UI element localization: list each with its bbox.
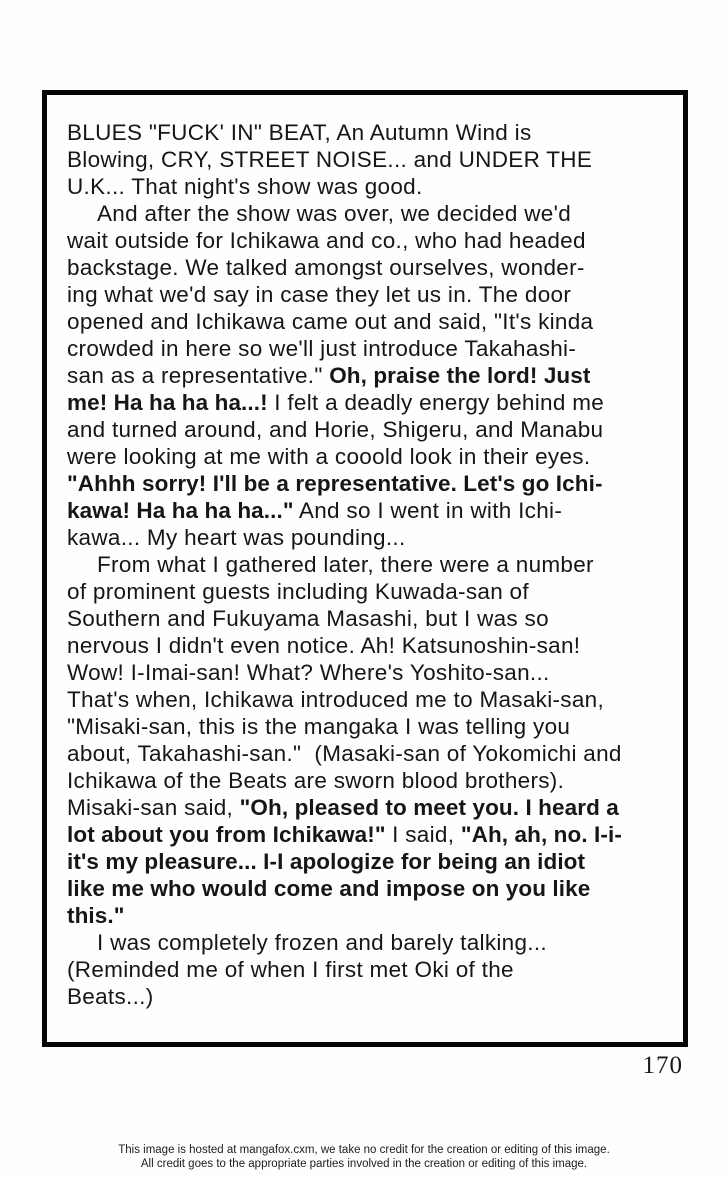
- text-line: (Reminded me of when I first met Oki of the: [67, 957, 514, 982]
- text-line: it's my pleasure... I-I apologize for being an idiot: [67, 849, 586, 874]
- text-line: lot about you from Ichikawa!" I said, "Ah, ah, no. I-i-: [67, 822, 622, 847]
- text-line: U.K... That night's show was good.: [67, 174, 423, 199]
- text-line: backstage. We talked amongst ourselves, wonder-: [67, 255, 585, 280]
- text-line: like me who would come and impose on you like: [67, 876, 591, 901]
- text-line: of prominent guests including Kuwada-san of: [67, 579, 529, 604]
- text-line: me! Ha ha ha ha...! I felt a deadly energy behind me: [67, 390, 605, 415]
- text-line: Misaki-san said, "Oh, pleased to meet you. I heard a: [67, 795, 619, 820]
- text-line: Ichikawa of the Beats are sworn blood brothers).: [67, 768, 565, 793]
- text-line: And after the show was over, we decided we'd: [97, 201, 572, 226]
- page-number: 170: [642, 1052, 683, 1079]
- text-line: BLUES "FUCK' IN" BEAT, An Autumn Wind is: [67, 120, 532, 145]
- text-line: That's when, Ichikawa introduced me to Masaki-san,: [67, 687, 605, 712]
- footer-disclaimer: [0, 1143, 728, 1171]
- text-line: were looking at me with a cooold look in their eyes.: [67, 444, 591, 469]
- footer-disclaimer-line1: This image is hosted at mangafox.cxm, we take no credit for the creation or editing of this image.: [118, 1144, 610, 1156]
- footer-disclaimer-line2: All credit goes to the appropriate parties involved in the creation or editing of this image.: [140, 1158, 588, 1170]
- text-line: this.": [67, 903, 125, 928]
- text-line: about, Takahashi-san." (Masaki-san of Yokomichi and: [67, 741, 622, 766]
- text-line: wait outside for Ichikawa and co., who had headed: [67, 228, 586, 253]
- text-line: "Ahhh sorry! I'll be a representative. Let's go Ichi-: [67, 471, 603, 496]
- text-line: Blowing, CRY, STREET NOISE... and UNDER THE: [67, 147, 593, 172]
- text-line: san as a representative." Oh, praise the lord! Just: [67, 363, 591, 388]
- text-block: [67, 119, 671, 1010]
- text-line: nervous I didn't even notice. Ah! Katsunoshin-san!: [67, 633, 581, 658]
- text-line: opened and Ichikawa came out and said, "It's kinda: [67, 309, 594, 334]
- text-line: From what I gathered later, there were a number: [97, 552, 594, 577]
- text-line: ing what we'd say in case they let us in. The door: [67, 282, 572, 307]
- text-line: kawa... My heart was pounding...: [67, 525, 406, 550]
- text-line: "Misaki-san, this is the mangaka I was telling you: [67, 714, 571, 739]
- text-line: I was completely frozen and barely talking...: [97, 930, 547, 955]
- panel-border: [42, 90, 688, 1047]
- text-line: Southern and Fukuyama Masashi, but I was so: [67, 606, 549, 631]
- text-line: Wow! I-Imai-san! What? Where's Yoshito-san...: [67, 660, 550, 685]
- text-line: Beats...): [67, 984, 154, 1009]
- text-line: crowded in here so we'll just introduce Takahashi-: [67, 336, 577, 361]
- text-line: and turned around, and Horie, Shigeru, and Manabu: [67, 417, 604, 442]
- text-line: kawa! Ha ha ha ha..." And so I went in with Ichi-: [67, 498, 563, 523]
